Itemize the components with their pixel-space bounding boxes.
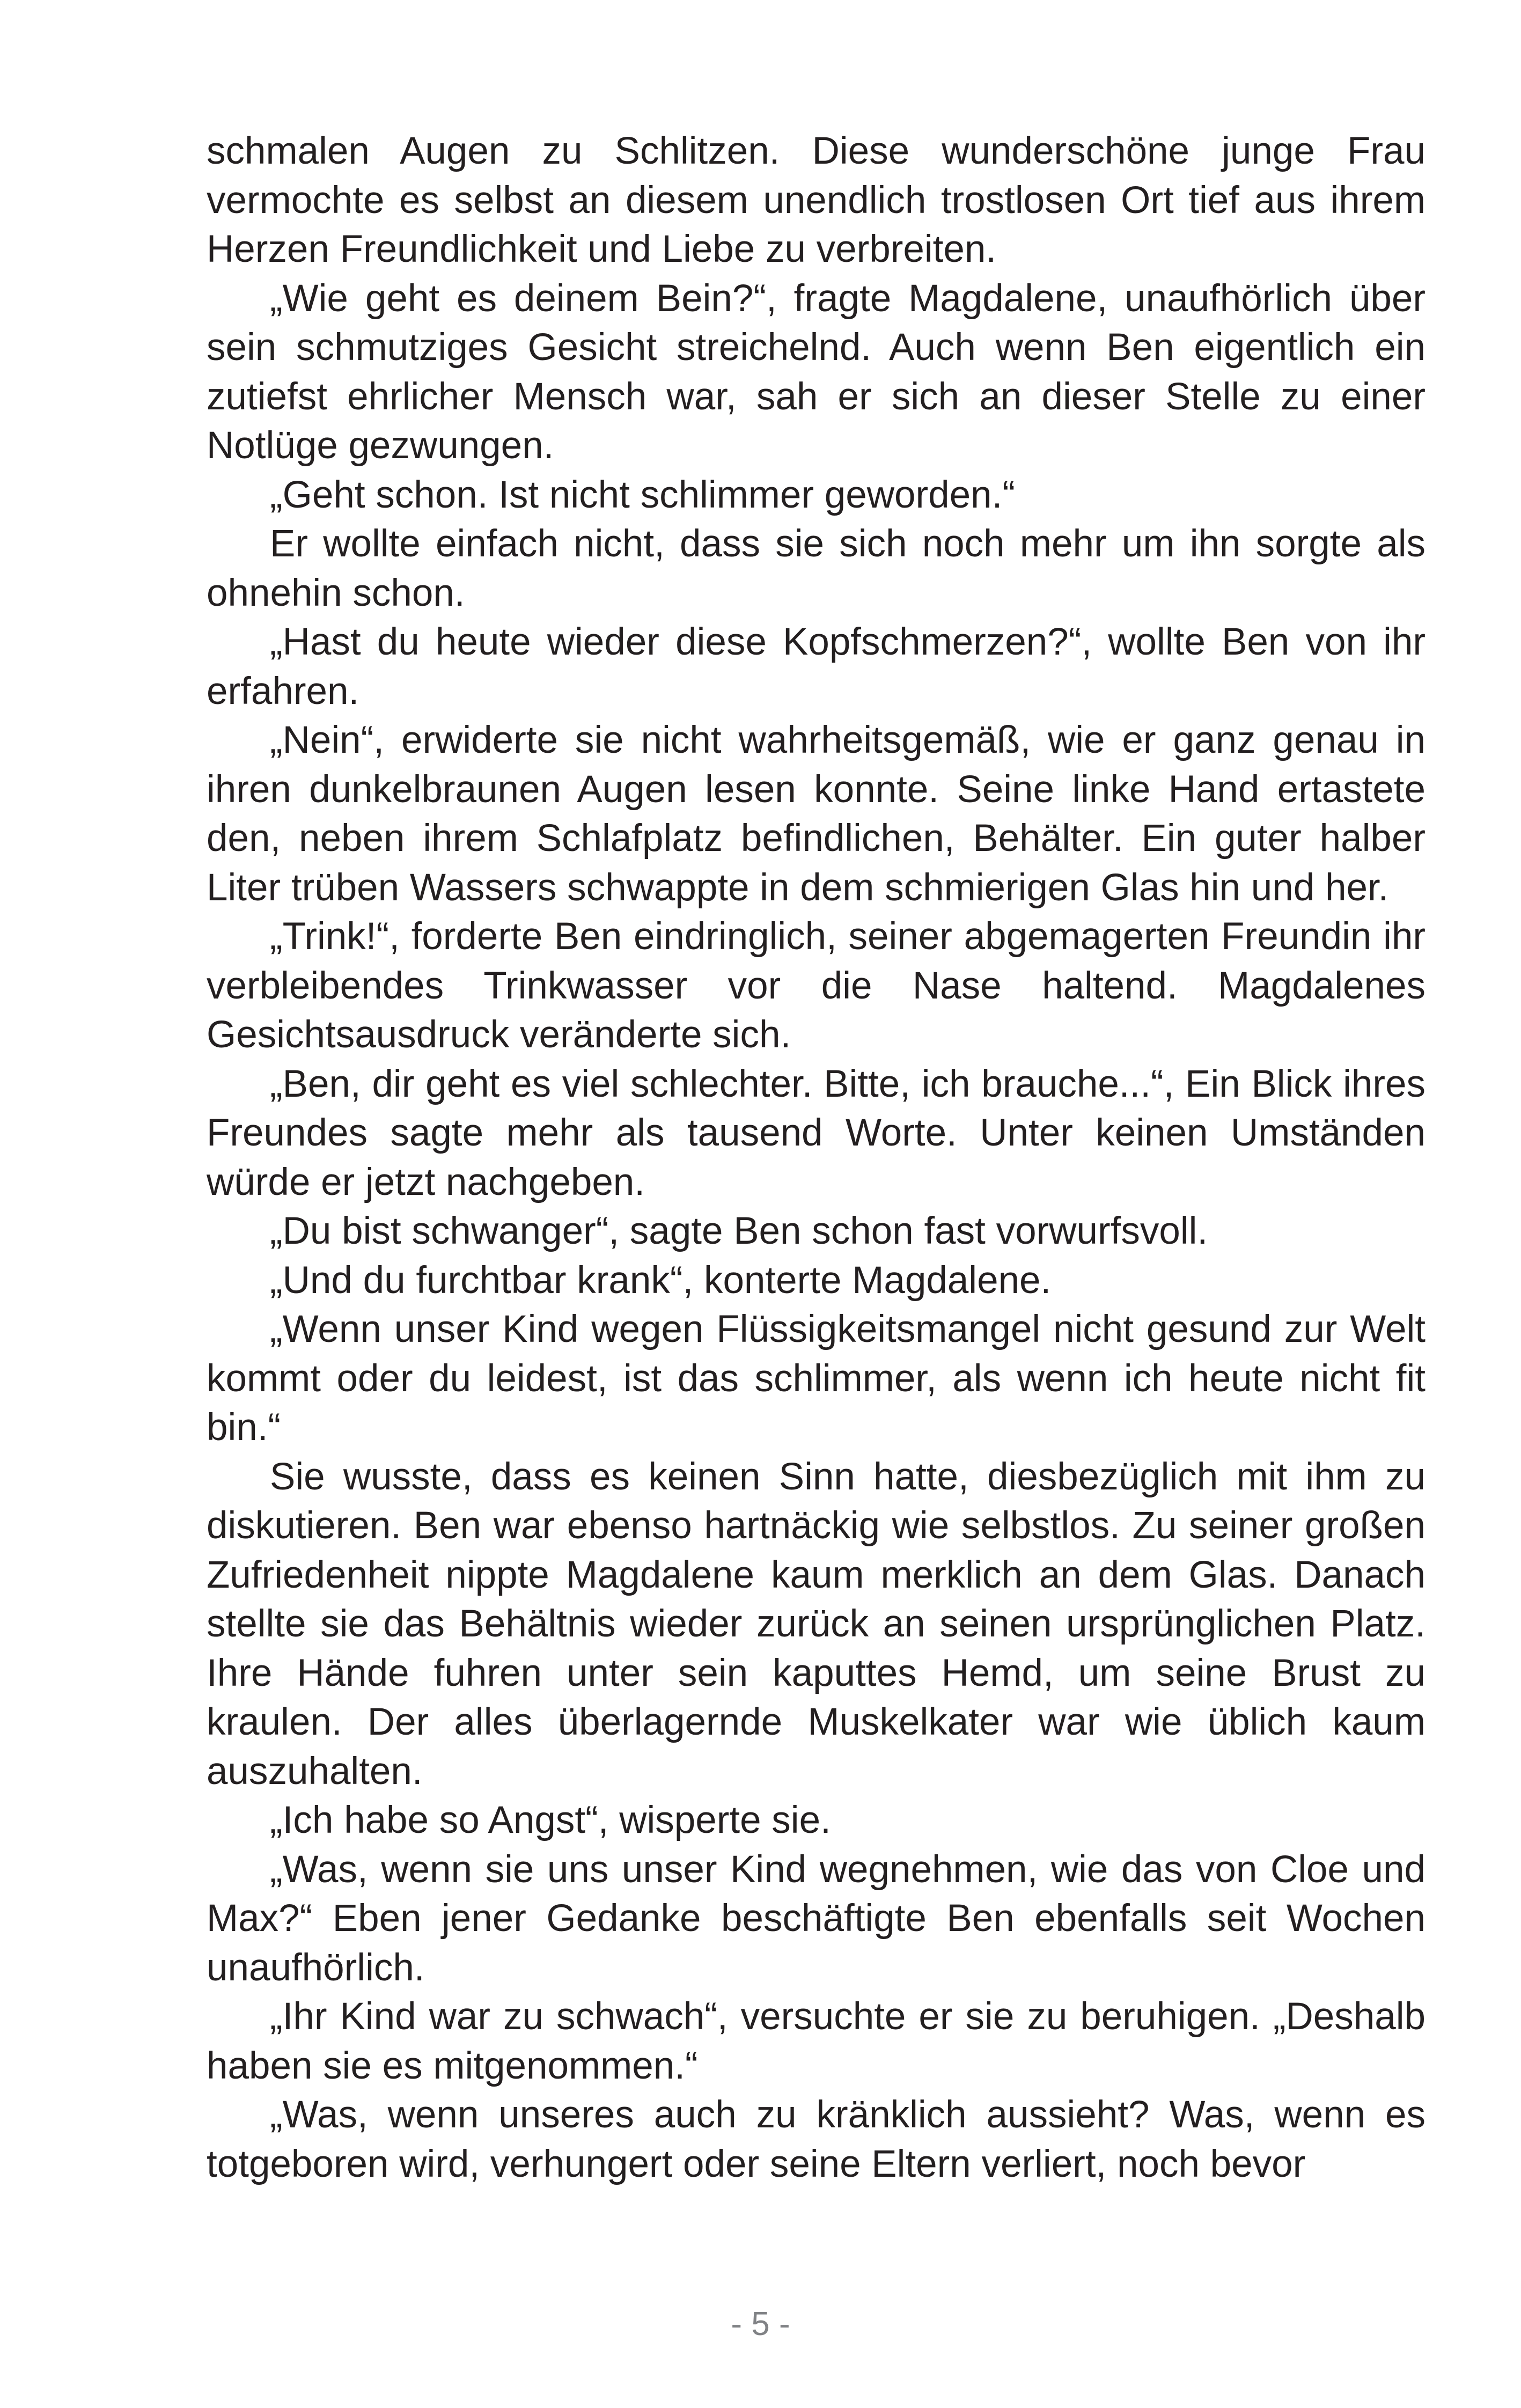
- paragraph: „Trink!“, forderte Ben eindringlich, seiner abgemagerten Freundin ihr verbleibendes Trinkwasser vor die Nase haltend. Magdalenes Gesichtsausdruck veränderte sich.: [207, 915, 1426, 1056]
- paragraph: „Ich habe so Angst“, wisperte sie.: [270, 1799, 831, 1841]
- paragraph: „Wie geht es deinem Bein?“, fragte Magdalene, unaufhörlich über sein schmutziges Gesicht streichelnd. Auch wenn Ben eigentlich ein zutiefst ehrlicher Mensch war, sah er sich an dieser Stelle zu einer Notlüge gezwungen.: [207, 277, 1426, 467]
- paragraph: „Nein“, erwiderte sie nicht wahrheitsgemäß, wie er ganz genau in ihren dunkelbraunen Augen lesen konnte. Seine linke Hand ertastete den, neben ihrem Schlafplatz befindlichen, Behälter. Ein guter halber Liter trüben Wassers schwappte in dem schmierigen Glas hin und her.: [207, 719, 1426, 909]
- paragraph: „Hast du heute wieder diese Kopfschmerzen?“, wollte Ben von ihr erfahren.: [207, 621, 1426, 713]
- paragraph: Sie wusste, dass es keinen Sinn hatte, diesbezüglich mit ihm zu diskutieren. Ben war ebenso hartnäckig wie selbstlos. Zu seiner großen Zufriedenheit nippte Magdalene kaum merklich an dem Glas. Danach stellte sie das Behältnis wieder zurück an seinen ursprünglichen Platz. Ihre Hände fuhren unter sein kaputtes Hemd, um seine Brust zu kraulen. Der alles überlagernde Muskelkater war wie üblich kaum auszuhalten.: [207, 1455, 1426, 1793]
- paragraph: „Was, wenn unseres auch zu kränklich aussieht? Was, wenn es totgeboren wird, verhungert oder seine Eltern verliert, noch bevor: [207, 2094, 1426, 2185]
- paragraph: „Was, wenn sie uns unser Kind wegnehmen, wie das von Cloe und Max?“ Eben jener Gedanke beschäftigte Ben ebenfalls seit Wochen unaufhörlich.: [207, 1848, 1426, 1989]
- paragraph-continuation: schmalen Augen zu Schlitzen. Diese wunderschöne junge Frau vermochte es selbst an diesem unendlich trostlosen Ort tief aus ihrem Herzen Freundlichkeit und Liebe zu verbreiten.: [207, 130, 1426, 270]
- paragraph: „Ihr Kind war zu schwach“, versuchte er sie zu beruhigen. „Deshalb haben sie es mitgenommen.“: [207, 1995, 1426, 2087]
- paragraph: „Du bist schwanger“, sagte Ben schon fast vorwurfsvoll.: [270, 1210, 1208, 1252]
- paragraph: „Und du furchtbar krank“, konterte Magdalene.: [270, 1259, 1052, 1302]
- page-body-text: [207, 127, 1426, 2189]
- page-number: - 5 -: [731, 2306, 790, 2343]
- paragraph: Er wollte einfach nicht, dass sie sich noch mehr um ihn sorgte als ohnehin schon.: [207, 523, 1426, 614]
- paragraph: „Ben, dir geht es viel schlechter. Bitte, ich brauche...“, Ein Blick ihres Freundes sagte mehr als tausend Worte. Unter keinen Umständen würde er jetzt nachgeben.: [207, 1062, 1426, 1203]
- paragraph: „Wenn unser Kind wegen Flüssigkeitsmangel nicht gesund zur Welt kommt oder du leidest, ist das schlimmer, als wenn ich heute nicht fit bin.“: [207, 1308, 1426, 1449]
- paragraph: „Geht schon. Ist nicht schlimmer geworden.“: [270, 473, 1015, 516]
